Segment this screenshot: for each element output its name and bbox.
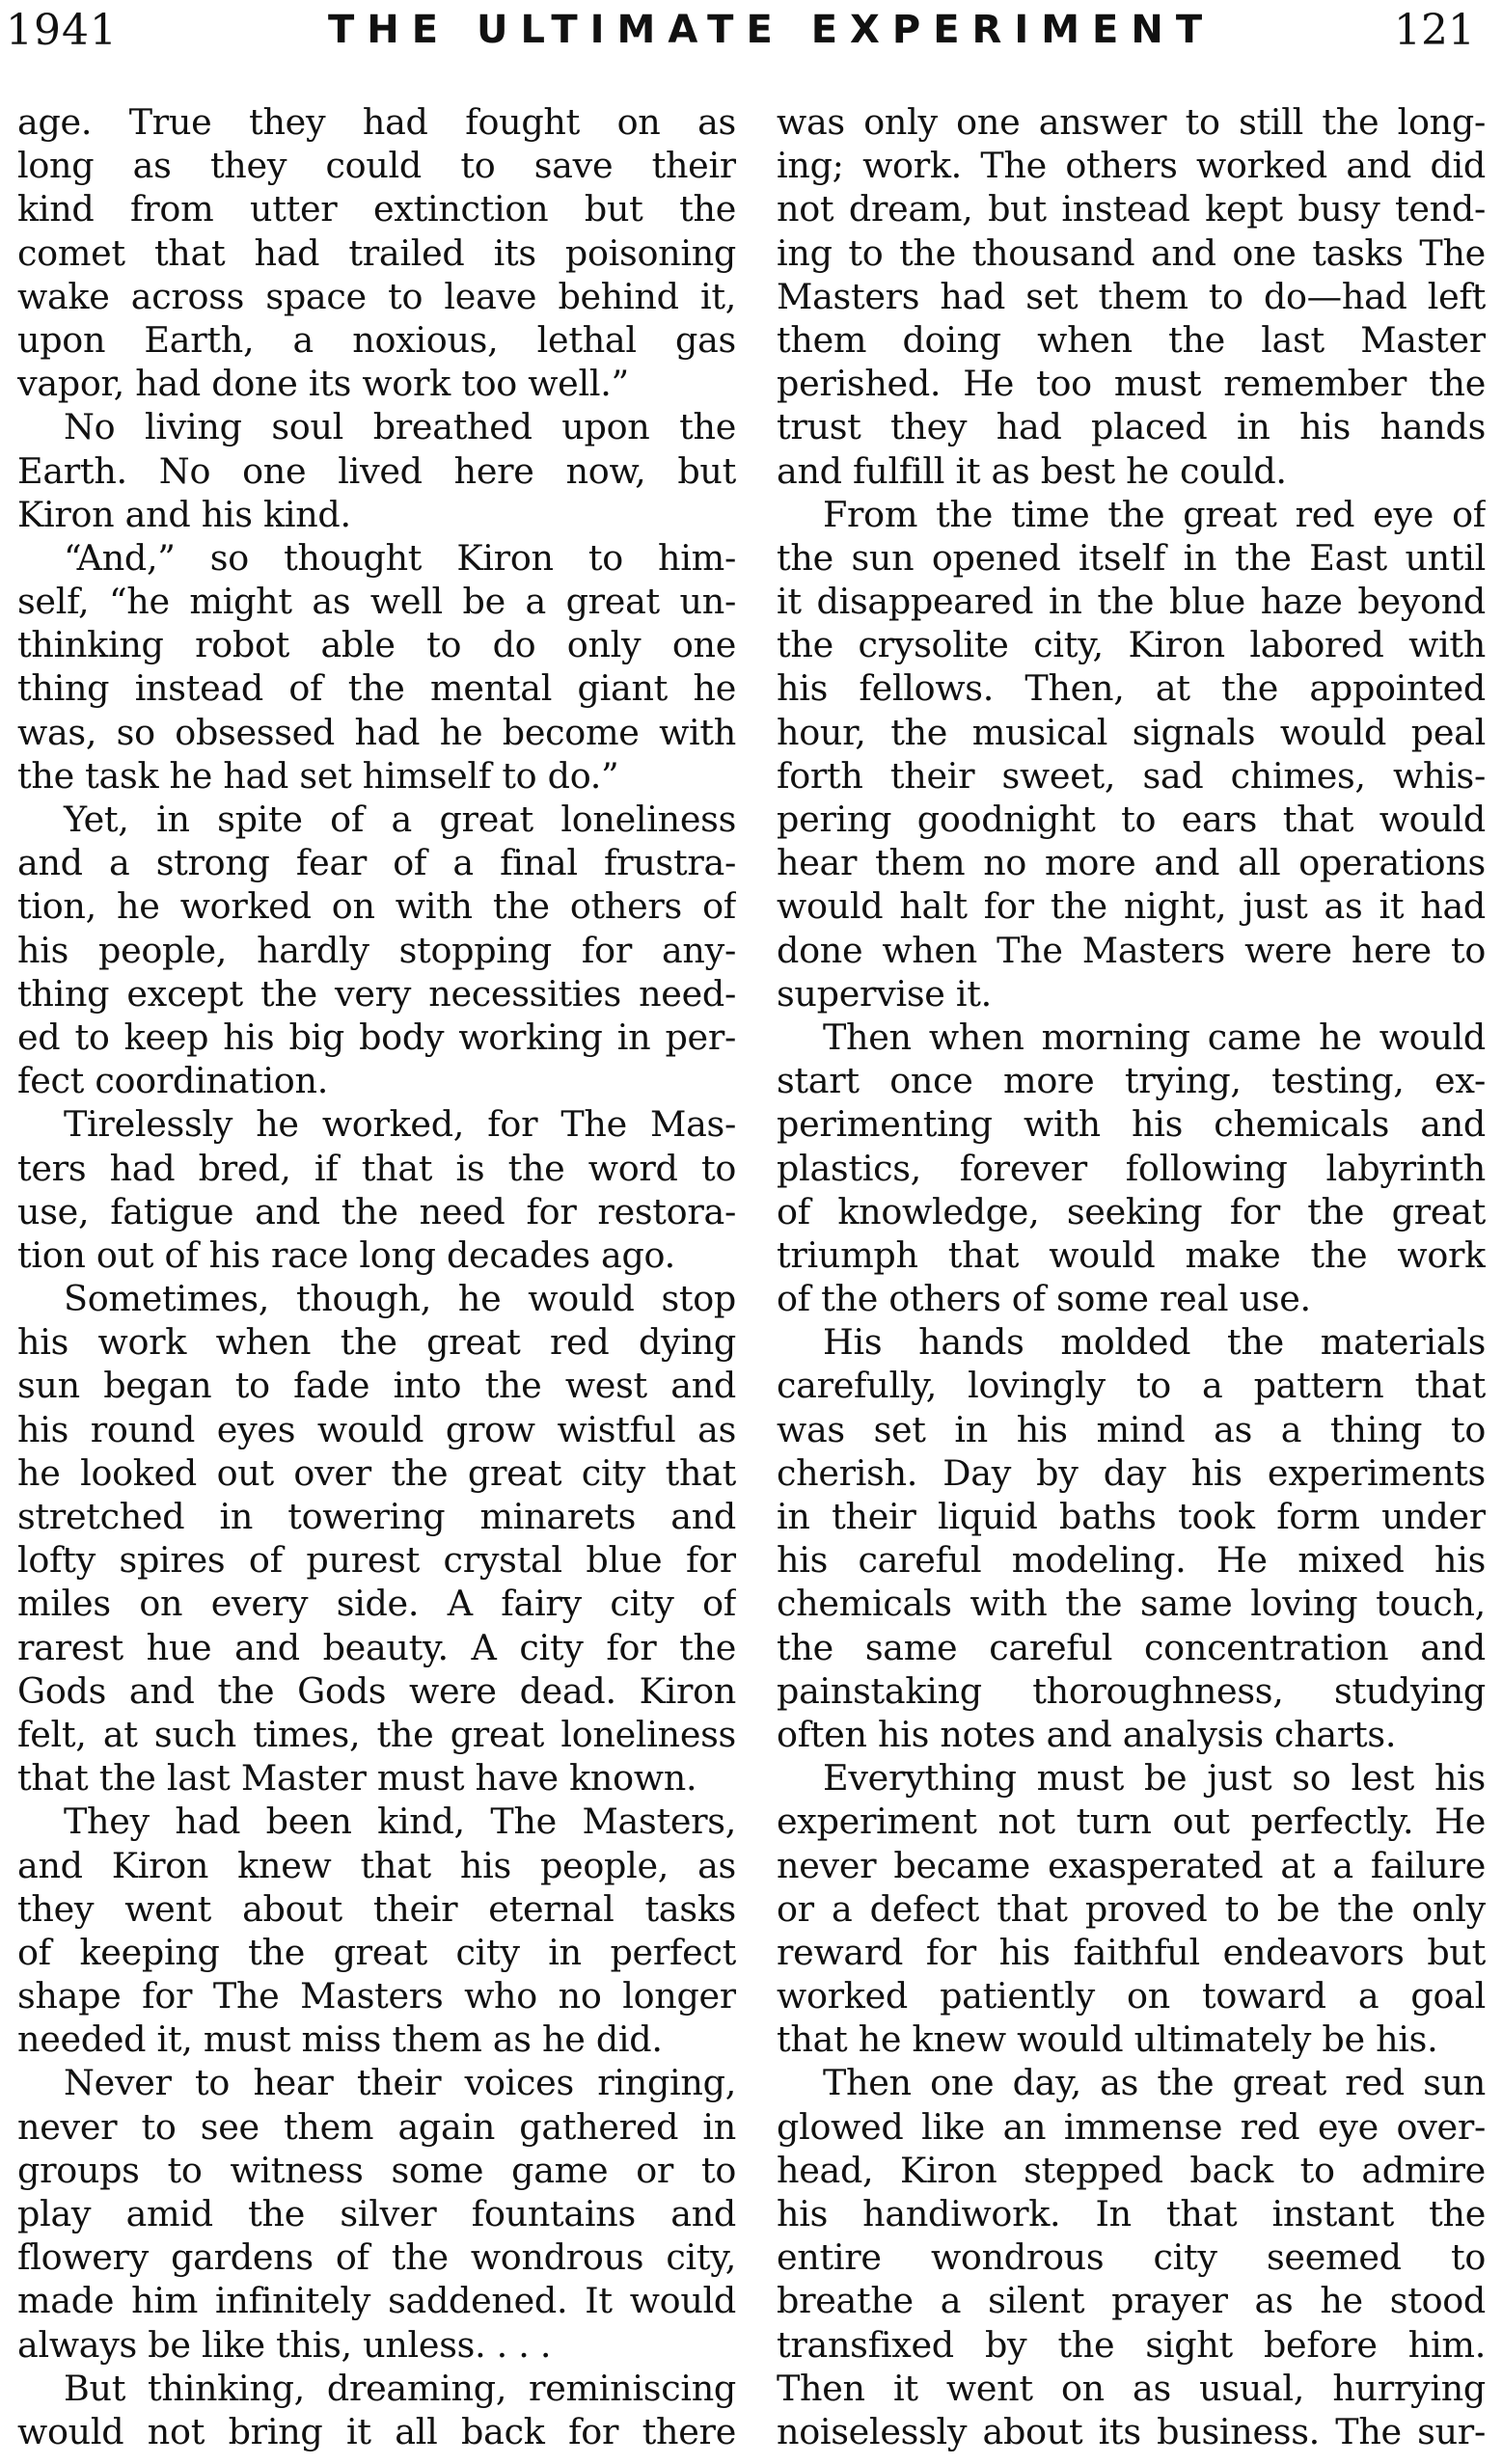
text-line: and Kiron knew that his people, as [17, 1844, 736, 1886]
page-number: 121 [1394, 6, 1475, 55]
text-line: carefully, lovingly to a pattern that [777, 1365, 1486, 1407]
text-line: head, Kiron stepped back to admire [777, 2149, 1486, 2191]
text-line: flowery gardens of the wondrous city, [17, 2236, 736, 2279]
text-line: cherish. Day by day his experiments [777, 1451, 1486, 1494]
text-line: Gods and the Gods were dead. Kiron [17, 1669, 736, 1712]
text-line: his handiwork. In that instant the [777, 2193, 1486, 2234]
text-line: lofty spires of purest crystal blue for [17, 1539, 736, 1582]
text-line: forth their sweet, sad chimes, whis- [777, 754, 1486, 797]
text-line: and fulfill it as best he could. [777, 449, 1287, 492]
text-line: experiment not turn out perfectly. He [777, 1801, 1486, 1843]
text-line: ing; work. The others worked and did [777, 145, 1486, 187]
text-line: plastics, forever following labyrinth [777, 1147, 1486, 1189]
right-column [777, 100, 1486, 2453]
text-line: wake across space to leave behind it, [17, 275, 736, 317]
text-line: vapor, had done its work too well.” [17, 363, 629, 405]
text-line: Tirelessly he worked, for The Mas- [64, 1103, 736, 1146]
text-line: tion, he worked on with the others of [17, 885, 736, 928]
text-line: ters had bred, if that is the word to [17, 1147, 736, 1189]
text-line: them doing when the last Master [777, 318, 1486, 361]
text-line: shape for The Masters who no longer [17, 1975, 736, 2017]
text-line: But thinking, dreaming, reminiscing [64, 2367, 736, 2409]
text-line: breathe a silent prayer as he stood [777, 2280, 1486, 2322]
text-line: Earth. No one lived here now, but [17, 449, 736, 492]
text-line: his people, hardly stopping for any- [17, 929, 736, 971]
text-line: “And,” so thought Kiron to him- [64, 536, 736, 579]
text-line: entire wondrous city seemed to [777, 2236, 1486, 2279]
text-line: stretched in towering minarets and [17, 1496, 736, 1537]
text-line: his round eyes would grow wistful as [17, 1408, 736, 1450]
text-line: hear them no more and all operations [777, 842, 1486, 884]
text-line: or a defect that proved to be the only [777, 1887, 1486, 1930]
text-line: Sometimes, though, he would stop [64, 1278, 736, 1320]
text-line: Then when morning came he would [823, 1015, 1486, 1058]
text-line: never became exasperated at a failure [777, 1844, 1486, 1886]
text-line: fect coordination. [17, 1060, 328, 1102]
text-line: tion out of his race long decades ago. [17, 1233, 675, 1276]
text-line: long as they could to save their [17, 145, 736, 187]
text-line: hour, the musical signals would peal [777, 711, 1486, 753]
text-line: pering goodnight to ears that would [777, 799, 1486, 840]
header-year: 1941 [6, 6, 118, 55]
text-line: thinking robot able to do only one [17, 624, 736, 666]
text-line: he looked out over the great city that [17, 1451, 736, 1494]
text-line: His hands molded the materials [823, 1321, 1486, 1364]
text-line: they went about their eternal tasks [17, 1887, 736, 1930]
text-line: kind from utter extinction but the [17, 188, 736, 230]
text-line: the same careful concentration and [777, 1626, 1486, 1668]
text-line: perished. He too must remember the [777, 363, 1486, 405]
text-line: his work when the great red dying [17, 1321, 736, 1364]
text-line: thing instead of the mental giant he [17, 667, 736, 710]
text-line: From the time the great red eye of [823, 493, 1486, 535]
text-line: worked patiently on toward a goal [777, 1975, 1486, 2017]
text-line: glowed like an immense red eye over- [777, 2105, 1486, 2148]
text-line: use, fatigue and the need for restora- [17, 1190, 736, 1232]
text-line: comet that had trailed its poisoning [17, 231, 736, 274]
text-line: supervise it. [777, 972, 992, 1015]
text-line: perimenting with his chemicals and [777, 1103, 1486, 1146]
text-line: was, so obsessed had he become with [17, 711, 736, 753]
text-line: never to see them again gathered in [17, 2105, 736, 2148]
text-line: the task he had set himself to do.” [17, 754, 619, 797]
text-line: self, “he might as well be a great un- [17, 581, 736, 623]
text-line: upon Earth, a noxious, lethal gas [17, 318, 736, 361]
text-line: chemicals with the same loving touch, [777, 1583, 1486, 1625]
text-line: miles on every side. A fairy city of [17, 1583, 736, 1625]
text-line: would not bring it all back for there [17, 2410, 736, 2452]
text-line: always be like this, unless. . . . [17, 2323, 552, 2366]
header-title: THE ULTIMATE EXPERIMENT [328, 8, 1215, 52]
text-line: Never to hear their voices ringing, [64, 2062, 736, 2104]
text-line: made him infinitely saddened. It would [17, 2280, 736, 2322]
text-line: They had been kind, The Masters, [64, 1801, 736, 1843]
text-line: Everything must be just so lest his [823, 1757, 1486, 1800]
text-line: No living soul breathed upon the [64, 406, 736, 448]
text-line: his careful modeling. He mixed his [777, 1539, 1486, 1582]
text-line: needed it, must miss them as he did. [17, 2018, 663, 2061]
text-line: age. True they had fought on as [17, 101, 736, 143]
text-line: of keeping the great city in perfect [17, 1931, 736, 1973]
text-line: would halt for the night, just as it had [777, 885, 1486, 928]
text-line: was set in his mind as a thing to [777, 1408, 1486, 1450]
text-line: ed to keep his big body working in per- [17, 1015, 736, 1058]
text-line: groups to witness some game or to [17, 2149, 736, 2191]
text-line: Then it went on as usual, hurrying [777, 2367, 1486, 2409]
text-line: Kiron and his kind. [17, 493, 351, 535]
text-line: in their liquid baths took form under [777, 1496, 1486, 1537]
text-line: his fellows. Then, at the appointed [777, 667, 1486, 710]
text-line: start once more trying, testing, ex- [777, 1060, 1486, 1102]
text-line: transfixed by the sight before him. [777, 2323, 1486, 2366]
text-line: the sun opened itself in the East until [777, 536, 1486, 579]
text-line: done when The Masters were here to [777, 929, 1486, 971]
text-line: was only one answer to still the long- [777, 101, 1486, 143]
text-line: noiselessly about its business. The sur- [777, 2410, 1486, 2452]
text-line: the crysolite city, Kiron labored with [777, 624, 1486, 666]
text-line: often his notes and analysis charts. [777, 1713, 1397, 1755]
text-line: of the others of some real use. [777, 1278, 1311, 1320]
text-line: that he knew would ultimately be his. [777, 2018, 1438, 2061]
text-line: reward for his faithful endeavors but [777, 1931, 1486, 1973]
text-line: ing to the thousand and one tasks The [777, 231, 1486, 274]
text-line: it disappeared in the blue haze beyond [777, 581, 1486, 623]
text-line: and a strong fear of a final frustra- [17, 842, 736, 884]
text-line: that the last Master must have known. [17, 1757, 697, 1800]
left-column [17, 100, 736, 2453]
text-line: rarest hue and beauty. A city for the [17, 1626, 736, 1668]
text-line: triumph that would make the work [777, 1233, 1486, 1276]
running-header [0, 6, 1502, 66]
text-line: trust they had placed in his hands [777, 406, 1486, 448]
text-line: of knowledge, seeking for the great [777, 1190, 1486, 1232]
text-line: thing except the very necessities need- [17, 972, 736, 1015]
text-line: sun began to fade into the west and [17, 1365, 736, 1407]
text-line: Masters had set them to do—had left [777, 275, 1486, 317]
text-line: painstaking thoroughness, studying [777, 1669, 1486, 1712]
text-line: Then one day, as the great red sun [823, 2062, 1486, 2104]
text-line: felt, at such times, the great loneliness [17, 1713, 736, 1755]
text-line: Yet, in spite of a great loneliness [64, 799, 736, 840]
text-line: not dream, but instead kept busy tend- [777, 188, 1486, 230]
text-line: play amid the silver fountains and [17, 2193, 736, 2234]
